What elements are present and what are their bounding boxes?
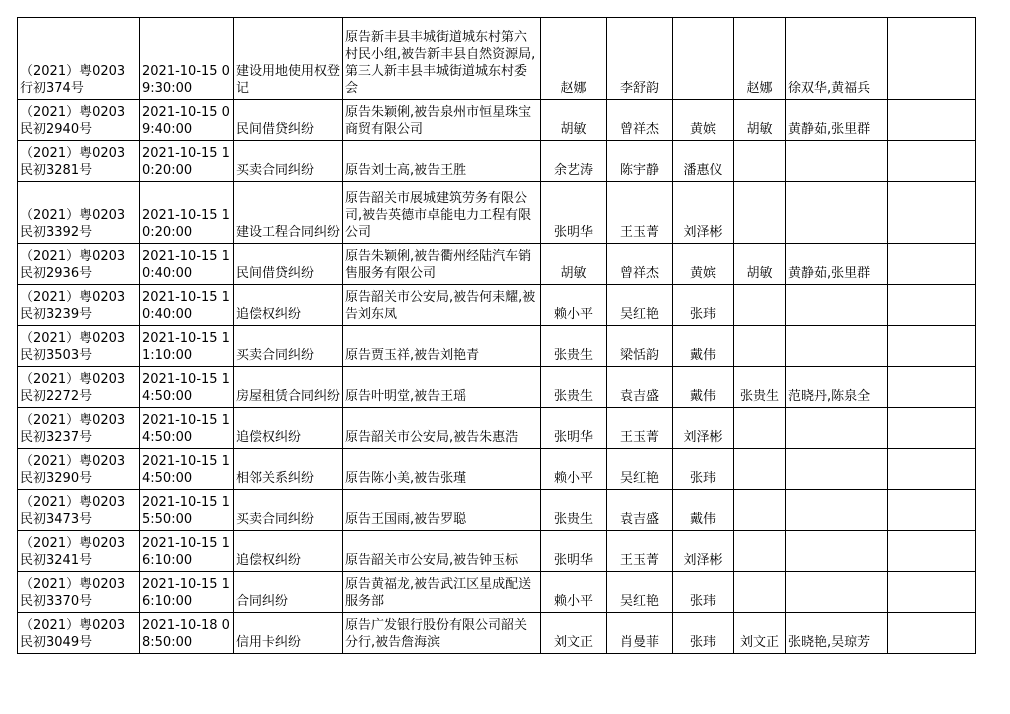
presiding-judge-cell: 刘文正	[541, 613, 607, 654]
case-number-cell: （2021）粤0203民初3049号	[18, 613, 140, 654]
table-row	[18, 408, 976, 449]
panel-member-cell: 张玮	[673, 613, 734, 654]
jurors-cell: 黄静茹,张里群	[786, 100, 888, 141]
presiding-judge-cell: 余艺涛	[541, 141, 607, 182]
judge-cell: 刘文正	[734, 613, 786, 654]
panel-member-cell: 王玉菁	[607, 531, 673, 572]
panel-member-cell: 潘惠仪	[673, 141, 734, 182]
blank-cell	[888, 100, 976, 141]
judge-cell	[734, 490, 786, 531]
panel-member-cell: 袁吉盛	[607, 490, 673, 531]
panel-member-cell: 曾祥杰	[607, 100, 673, 141]
panel-member-cell: 吴红艳	[607, 572, 673, 613]
table-row	[18, 100, 976, 141]
parties-cell: 原告陈小美,被告张瑾	[343, 449, 541, 490]
case-cause-cell: 建设工程合同纠纷	[234, 182, 343, 244]
panel-member-cell: 张玮	[673, 449, 734, 490]
case-cause-cell: 买卖合同纠纷	[234, 490, 343, 531]
case-cause-cell: 建设用地使用权登记	[234, 18, 343, 100]
jurors-cell	[786, 326, 888, 367]
case-cause-cell: 相邻关系纠纷	[234, 449, 343, 490]
judge-cell: 赵娜	[734, 18, 786, 100]
hearing-time-cell: 2021-10-15 16:10:00	[140, 531, 234, 572]
panel-member-cell: 曾祥杰	[607, 244, 673, 285]
hearing-time-cell: 2021-10-15 15:50:00	[140, 490, 234, 531]
panel-member-cell: 戴伟	[673, 490, 734, 531]
case-cause-cell: 追偿权纠纷	[234, 531, 343, 572]
panel-member-cell: 刘泽彬	[673, 182, 734, 244]
presiding-judge-cell: 赖小平	[541, 449, 607, 490]
panel-member-cell: 刘泽彬	[673, 408, 734, 449]
case-cause-cell: 民间借贷纠纷	[234, 244, 343, 285]
case-number-cell: （2021）粤0203民初3370号	[18, 572, 140, 613]
case-cause-cell: 买卖合同纠纷	[234, 326, 343, 367]
table-row	[18, 613, 976, 654]
presiding-judge-cell: 张明华	[541, 408, 607, 449]
blank-cell	[888, 408, 976, 449]
hearing-time-cell: 2021-10-15 10:20:00	[140, 141, 234, 182]
presiding-judge-cell: 张明华	[541, 531, 607, 572]
judge-cell	[734, 141, 786, 182]
judge-cell	[734, 408, 786, 449]
hearing-time-cell: 2021-10-15 16:10:00	[140, 572, 234, 613]
panel-member-cell: 王玉菁	[607, 182, 673, 244]
panel-member-cell: 戴伟	[673, 326, 734, 367]
parties-cell: 原告王国雨,被告罗聪	[343, 490, 541, 531]
panel-member-cell: 张玮	[673, 572, 734, 613]
jurors-cell: 范晓丹,陈泉全	[786, 367, 888, 408]
hearing-time-cell: 2021-10-15 10:40:00	[140, 285, 234, 326]
hearing-time-cell: 2021-10-15 10:40:00	[140, 244, 234, 285]
blank-cell	[888, 490, 976, 531]
blank-cell	[888, 182, 976, 244]
judge-cell	[734, 572, 786, 613]
case-cause-cell: 追偿权纠纷	[234, 408, 343, 449]
panel-member-cell: 张玮	[673, 285, 734, 326]
jurors-cell	[786, 449, 888, 490]
judge-cell	[734, 285, 786, 326]
jurors-cell	[786, 531, 888, 572]
panel-member-cell	[673, 18, 734, 100]
jurors-cell: 黄静茹,张里群	[786, 244, 888, 285]
case-number-cell: （2021）粤0203民初3237号	[18, 408, 140, 449]
hearing-schedule-table	[17, 17, 976, 654]
hearing-time-cell: 2021-10-15 09:30:00	[140, 18, 234, 100]
parties-cell: 原告叶明堂,被告王瑶	[343, 367, 541, 408]
table-row	[18, 141, 976, 182]
parties-cell: 原告刘士高,被告王胜	[343, 141, 541, 182]
case-number-cell: （2021）粤0203民初2272号	[18, 367, 140, 408]
table-row	[18, 285, 976, 326]
case-number-cell: （2021）粤0203民初3239号	[18, 285, 140, 326]
parties-cell: 原告韶关市公安局,被告何耒耀,被告刘东凤	[343, 285, 541, 326]
judge-cell: 胡敏	[734, 100, 786, 141]
hearing-time-cell: 2021-10-15 14:50:00	[140, 408, 234, 449]
case-number-cell: （2021）粤0203行初374号	[18, 18, 140, 100]
case-number-cell: （2021）粤0203民初3473号	[18, 490, 140, 531]
presiding-judge-cell: 张贵生	[541, 326, 607, 367]
hearing-schedule-sheet	[17, 17, 976, 654]
panel-member-cell: 吴红艳	[607, 285, 673, 326]
case-cause-cell: 买卖合同纠纷	[234, 141, 343, 182]
panel-member-cell: 李舒韵	[607, 18, 673, 100]
table-row	[18, 244, 976, 285]
panel-member-cell: 陈宇静	[607, 141, 673, 182]
hearing-time-cell: 2021-10-15 11:10:00	[140, 326, 234, 367]
case-number-cell: （2021）粤0203民初3290号	[18, 449, 140, 490]
hearing-time-cell: 2021-10-15 14:50:00	[140, 367, 234, 408]
blank-cell	[888, 367, 976, 408]
table-row	[18, 182, 976, 244]
parties-cell: 原告韶关市展城建筑劳务有限公司,被告英德市卓能电力工程有限公司	[343, 182, 541, 244]
presiding-judge-cell: 胡敏	[541, 100, 607, 141]
panel-member-cell: 刘泽彬	[673, 531, 734, 572]
jurors-cell	[786, 285, 888, 326]
blank-cell	[888, 449, 976, 490]
case-cause-cell: 追偿权纠纷	[234, 285, 343, 326]
parties-cell: 原告韶关市公安局,被告朱惠浩	[343, 408, 541, 449]
panel-member-cell: 王玉菁	[607, 408, 673, 449]
presiding-judge-cell: 赵娜	[541, 18, 607, 100]
schedule-table-body	[18, 18, 976, 654]
table-row	[18, 572, 976, 613]
parties-cell: 原告朱颖俐,被告泉州市恒星珠宝商贸有限公司	[343, 100, 541, 141]
panel-member-cell: 黄嫔	[673, 100, 734, 141]
blank-cell	[888, 141, 976, 182]
table-row	[18, 367, 976, 408]
judge-cell	[734, 449, 786, 490]
presiding-judge-cell: 赖小平	[541, 285, 607, 326]
parties-cell: 原告朱颖俐,被告衢州经陆汽车销售服务有限公司	[343, 244, 541, 285]
table-row	[18, 449, 976, 490]
panel-member-cell: 袁吉盛	[607, 367, 673, 408]
judge-cell	[734, 182, 786, 244]
jurors-cell	[786, 490, 888, 531]
table-row	[18, 531, 976, 572]
blank-cell	[888, 326, 976, 367]
case-number-cell: （2021）粤0203民初2936号	[18, 244, 140, 285]
parties-cell: 原告黄福龙,被告武江区星成配送服务部	[343, 572, 541, 613]
table-row	[18, 326, 976, 367]
table-row	[18, 490, 976, 531]
parties-cell: 原告广发银行股份有限公司韶关分行,被告詹海滨	[343, 613, 541, 654]
blank-cell	[888, 18, 976, 100]
presiding-judge-cell: 胡敏	[541, 244, 607, 285]
jurors-cell	[786, 408, 888, 449]
presiding-judge-cell: 张明华	[541, 182, 607, 244]
panel-member-cell: 吴红艳	[607, 449, 673, 490]
hearing-time-cell: 2021-10-15 10:20:00	[140, 182, 234, 244]
case-number-cell: （2021）粤0203民初3503号	[18, 326, 140, 367]
jurors-cell	[786, 182, 888, 244]
blank-cell	[888, 244, 976, 285]
judge-cell: 胡敏	[734, 244, 786, 285]
blank-cell	[888, 613, 976, 654]
case-cause-cell: 合同纠纷	[234, 572, 343, 613]
jurors-cell: 徐双华,黄福兵	[786, 18, 888, 100]
jurors-cell	[786, 141, 888, 182]
presiding-judge-cell: 赖小平	[541, 572, 607, 613]
hearing-time-cell: 2021-10-15 14:50:00	[140, 449, 234, 490]
hearing-time-cell: 2021-10-18 08:50:00	[140, 613, 234, 654]
jurors-cell: 张晓艳,吴琼芳	[786, 613, 888, 654]
presiding-judge-cell: 张贵生	[541, 367, 607, 408]
case-number-cell: （2021）粤0203民初3392号	[18, 182, 140, 244]
panel-member-cell: 肖曼菲	[607, 613, 673, 654]
parties-cell: 原告贾玉祥,被告刘艳青	[343, 326, 541, 367]
judge-cell	[734, 326, 786, 367]
case-number-cell: （2021）粤0203民初3241号	[18, 531, 140, 572]
hearing-time-cell: 2021-10-15 09:40:00	[140, 100, 234, 141]
blank-cell	[888, 572, 976, 613]
case-cause-cell: 民间借贷纠纷	[234, 100, 343, 141]
table-row	[18, 18, 976, 100]
presiding-judge-cell: 张贵生	[541, 490, 607, 531]
panel-member-cell: 黄嫔	[673, 244, 734, 285]
blank-cell	[888, 285, 976, 326]
parties-cell: 原告新丰县丰城街道城东村第六村民小组,被告新丰县自然资源局,第三人新丰县丰城街道城东村委会	[343, 18, 541, 100]
blank-cell	[888, 531, 976, 572]
panel-member-cell: 戴伟	[673, 367, 734, 408]
parties-cell: 原告韶关市公安局,被告钟玉标	[343, 531, 541, 572]
case-number-cell: （2021）粤0203民初3281号	[18, 141, 140, 182]
jurors-cell	[786, 572, 888, 613]
judge-cell	[734, 531, 786, 572]
judge-cell: 张贵生	[734, 367, 786, 408]
panel-member-cell: 梁恬韵	[607, 326, 673, 367]
case-cause-cell: 信用卡纠纷	[234, 613, 343, 654]
case-number-cell: （2021）粤0203民初2940号	[18, 100, 140, 141]
case-cause-cell: 房屋租赁合同纠纷	[234, 367, 343, 408]
